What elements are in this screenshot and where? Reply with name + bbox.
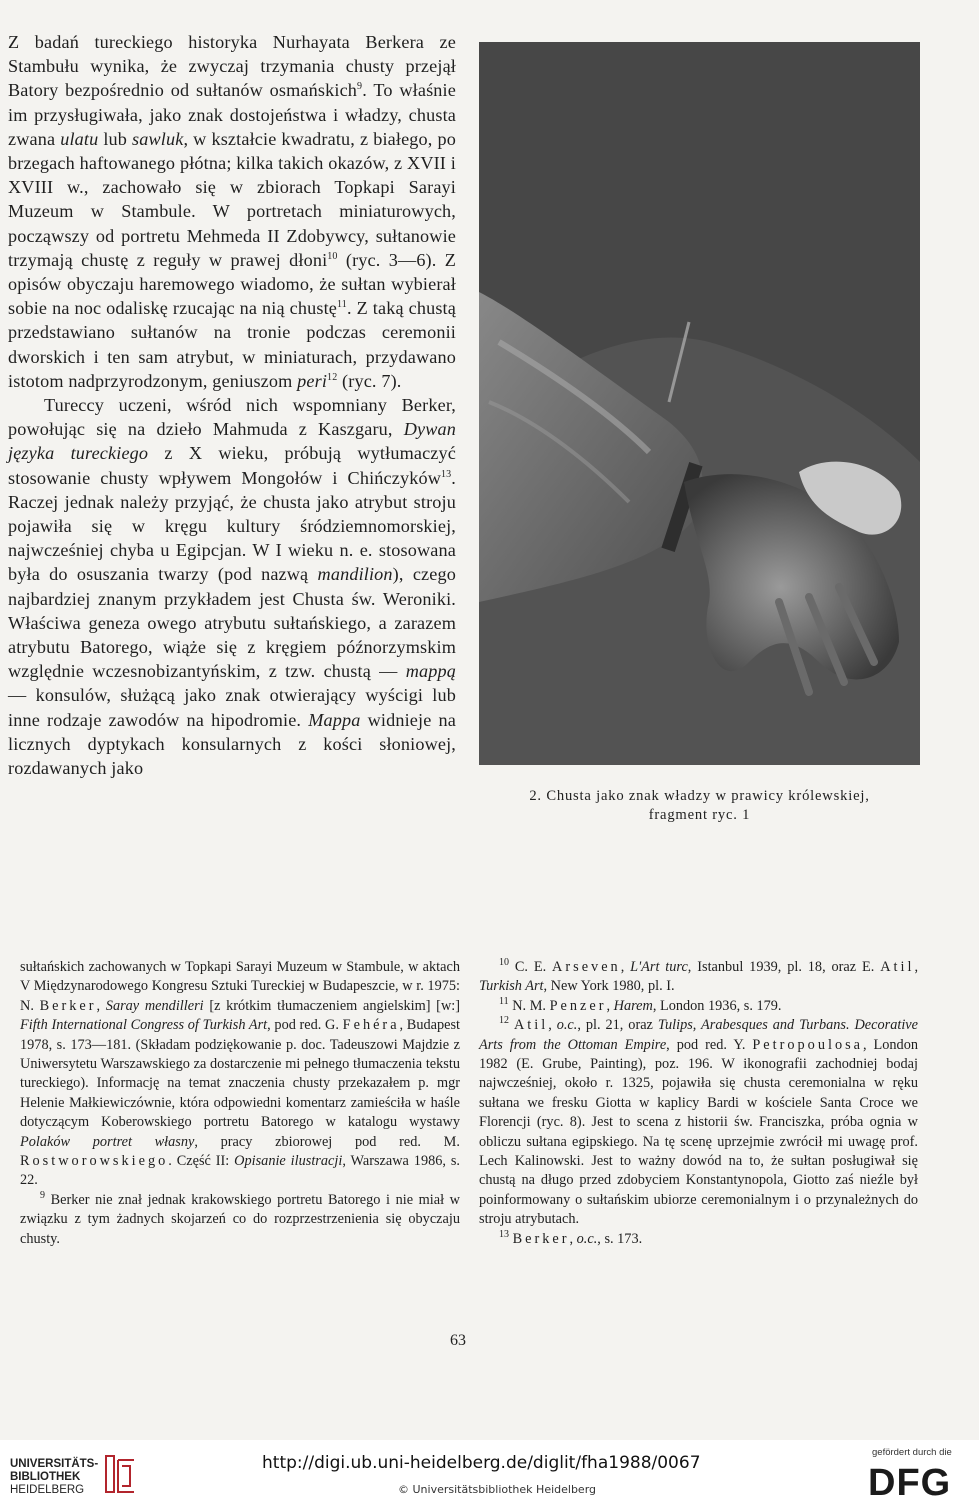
paragraph-2: Tureccy uczeni, wśród nich wspomniany Berker, powołując się na dzieło Mahmuda z Kaszgaru, Dywan języka tureckiego z X wieku, próbują wytłumaczyć stosowanie chusty wpływem Mongołów i Chińczyków$^{13}$. Raczej jednak należy przyjąć, że chusta jako atrybut stroju pojawiła się w kręgu kultury śródziemnomorskiej, najwcześniej chyba u Egipcjan. W I wieku n. e. stosowana była do osuszania twarzy (pod nazwą mandilion), czego najbardziej znanym przykładem jest Chusta św. Weroniki. Właściwa geneza owego atrybutu sułtańskiego, a zarazem atrybutu Batorego, wiąże się z kręgiem późnorzymskim względnie wczesnobizantyńskim, z tzw. chustą — mappą — konsulów, służącą jako znak otwierający wyścigi lub inne rodzaje zawodów na hipodromie. Mappa widnieje na licznych dyptykach konsularnych z kości słoniowej, rozdawanych jako — [8, 395, 456, 779]
logo-line-1: UNIVERSITÄTS- — [10, 1458, 99, 1470]
footnote-13: $^{13}$ Berker, o.c., s. 173. — [499, 1228, 643, 1247]
figure-caption — [479, 787, 920, 825]
footnote-11: $^{11}$ N. M. Penzer, Harem, London 1936, s. 179. — [499, 996, 782, 1014]
photo-illustration — [479, 42, 920, 765]
caption-line-1: 2. Chusta jako znak władzy w prawicy królewskiej, — [529, 788, 870, 804]
library-emblem-icon — [100, 1452, 140, 1496]
footnotes-left-column — [20, 958, 460, 1249]
footnotes-right-column — [479, 958, 918, 1249]
main-text-column — [8, 30, 456, 780]
caption-line-2: fragment ryc. 1 — [648, 807, 751, 823]
footnote-9: $^9$ Berker nie znał jednak krakowskiego portretu Batorego i nie miał w związku z tym żadnych skojarzeń co do rozprzestrzenienia się obyczaju chusty. — [20, 1190, 460, 1247]
page-number: 63 — [450, 1332, 466, 1349]
footnote-8-continued: sułtańskich zachowanych w Topkapi Sarayi Muzeum w Stambule, w aktach V Międzynarodowego Kongresu Sztuki Tureckiej w Budapeszcie, w r. 1975: N. Berker, Saray mendilleri [z krótkim tłumaczeniem angielskim] [w:] Fifth International Congress of Turkish Art, pod red. G. Fehéra, Budapest 1978, s. 173—181. (Składam podziękowanie p. doc. Tadeuszowi Majdzie z Uniwersytetu Warszawskiego za dostarczenie mi pełnego tłumaczenia tekstu tureckiego). Informację na temat znaczenia chusty przekazałem p. mgr Helenie Małkiewiczównie, która odpowiedni komentarz zamieściła w haśle dotyczącym Koberowskiego portretu Batorego w katalogu wystawy Polaków portret własny, pracy zbiorowej pod red. M. Rostworowskiego. Część II: Opisanie ilustracji, Warszawa 1986, s. 22. — [20, 959, 461, 1189]
funding-note: gefördert durch die — [872, 1447, 952, 1458]
paragraph-1: Z badań tureckiego historyka Nurhayata Berkera ze Stambułu wynika, że zwyczaj trzymania chusty przejął Batory bezpośrednio od sułtanów osmańskich$^9$. To właśnie im przysługiwała, jako znak dostojeństwa i władzy, chusta zwana ulatu lub sawluk, w kształcie kwadratu, z białego, po brzegach haftowanego płótna; kilka takich okazów, z XVII i XVIII w., zachowało się w zbiorach Topkapi Sarayi Muzeum w Stambule. W portretach miniaturowych, począwszy od portretu Mehmeda II Zdobywcy, sułtanowie trzymają chustę z reguły w prawej dłoni$^{10}$ (ryc. 3—6). Z opisów obyczaju haremowego wiadomo, że sułtan wybierał sobie na noc odaliskę rzucając na nią chustę$^{11}$. Z taką chustą przedstawiano sułtanów na tronie podczas ceremonii dworskich i ten sam atrybut, w miniaturach, przydawano istotom nadprzyrodzonym, geniuszom peri$^{12}$ (ryc. 7). — [8, 32, 457, 391]
source-url-link[interactable]: http://digi.ub.uni-heidelberg.de/diglit/fha1988/0067 — [262, 1453, 701, 1473]
figure-photo-hand-with-handkerchief — [479, 42, 920, 765]
logo-line-3: HEIDELBERG — [10, 1484, 85, 1496]
footnote-12: $^{12}$ Atil, o.c., pl. 21, oraz Tulips, Arabesques and Turbans. Decorative Arts from the Ottoman Empire, pod red. Y. Petropoulosa, London 1982 (E. Grube, Painting), poz. 196. W ikonografii zachodniej bodaj najwcześniej, około r. 1325, pojawiła się chusta ceremonialna w ręku sułtana we fresku Giotta w kaplicy Bardi w kościele Santa Croce we Florencji (ryc. 8). Jest to scena z historii św. Franciszka, próba ognia w obliczu sułtana egipskiego. Na tę scenę uprzejmie zwrócił mi uwagę prof. Lech Kalinowski. Jest to ważny dowód na to, że sułtan posługiwał się chustą na długo przed zdobyciem Konstantynopola, Giotto zaś nieźle był poinformowany o sułtańskim ubiorze ceremonialnym i o przynależnych do stroju atrybutach. — [479, 1015, 918, 1228]
dfg-logo[interactable]: DFG — [868, 1462, 952, 1504]
footnote-10: $^{10}$ C. E. Arseven, L'Art turc, Istanbul 1939, pl. 18, oraz E. Atil, Turkish Art, New York 1980, pl. I. — [479, 957, 919, 995]
copyright-notice: © Universitätsbibliothek Heidelberg — [398, 1483, 597, 1496]
logo-line-2: BIBLIOTHEK — [10, 1471, 81, 1483]
